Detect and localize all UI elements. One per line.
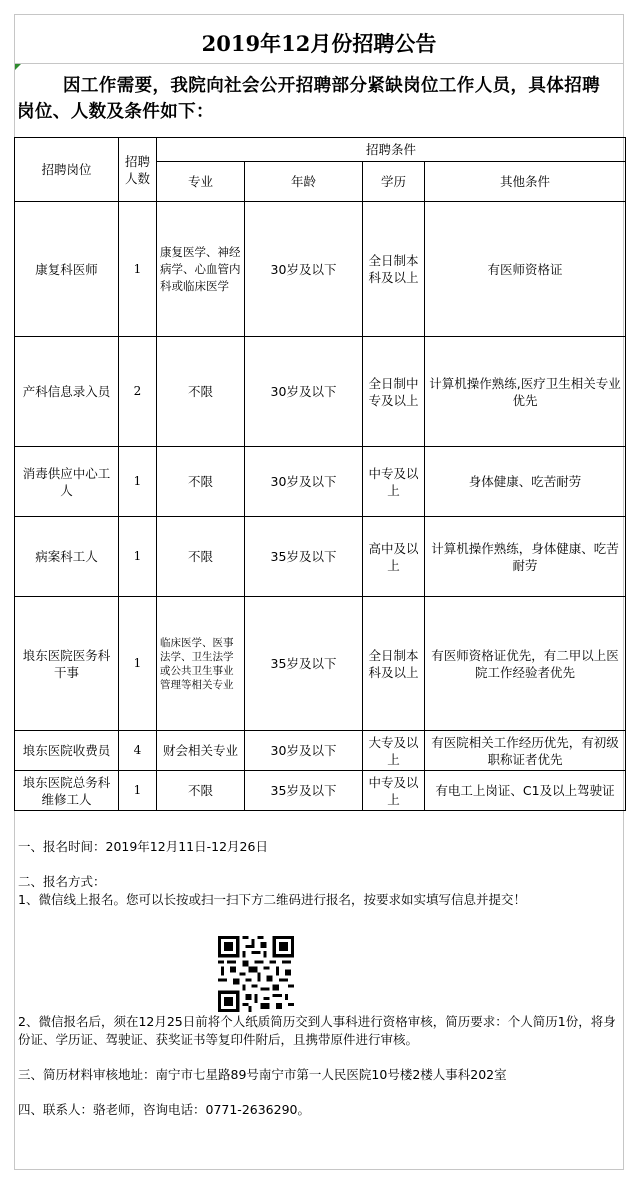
cell-age: 30岁及以下: [245, 337, 363, 447]
cell-count: 2: [119, 337, 157, 447]
cell-position: 埌东医院医务科干事: [15, 597, 119, 731]
registration-method-1: 1、微信线上报名。您可以长按或扫一扫下方二维码进行报名，按要求如实填写信息并提交！: [18, 892, 526, 907]
intro-paragraph: 因工作需要，我院向社会公开招聘部分紧缺岗位工作人员，具体招聘岗位、人数及条件如下：: [17, 76, 600, 122]
cell-count: 1: [119, 517, 157, 597]
cell-position: 埌东医院收费员: [15, 731, 119, 771]
table-row: [15, 597, 626, 731]
recruitment-table: [14, 137, 626, 811]
header-conditions: 招聘条件: [157, 138, 626, 162]
contact-info: 四、联系人：骆老师，咨询电话：0771-2636290。: [18, 1102, 310, 1117]
table-row: [15, 337, 626, 447]
cell-education: 高中及以上: [363, 517, 425, 597]
table-row: [15, 202, 626, 337]
cell-position: 病案科工人: [15, 517, 119, 597]
cell-count: 4: [119, 731, 157, 771]
table-row: [15, 771, 626, 811]
cell-major: 财会相关专业: [157, 731, 245, 771]
header-count: 招聘人数: [119, 138, 157, 202]
cell-age: 35岁及以下: [245, 771, 363, 811]
cell-education: 中专及以上: [363, 447, 425, 517]
cell-education: 大专及以上: [363, 731, 425, 771]
cell-age: 30岁及以下: [245, 447, 363, 517]
cell-other: 有医师资格证优先，有二甲以上医院工作经验者优先: [425, 597, 626, 731]
cell-major: 不限: [157, 447, 245, 517]
cell-marker-icon: [15, 64, 21, 70]
cell-age: 35岁及以下: [245, 597, 363, 731]
cell-count: 1: [119, 447, 157, 517]
cell-position: 康复科医师: [15, 202, 119, 337]
cell-education: 全日制本科及以上: [363, 202, 425, 337]
qr-code-icon[interactable]: [218, 936, 294, 1012]
cell-other: 有医师资格证: [425, 202, 626, 337]
cell-position: 产科信息录入员: [15, 337, 119, 447]
cell-count: 1: [119, 771, 157, 811]
cell-education: 中专及以上: [363, 771, 425, 811]
header-other: 其他条件: [425, 162, 626, 202]
cell-other: 计算机操作熟练，身体健康、吃苦耐劳: [425, 517, 626, 597]
header-education: 学历: [363, 162, 425, 202]
cell-education: 全日制本科及以上: [363, 597, 425, 731]
cell-age: 30岁及以下: [245, 202, 363, 337]
cell-major: 临床医学、医事法学、卫生法学或公共卫生事业管理等相关专业: [157, 597, 245, 731]
cell-count: 1: [119, 202, 157, 337]
notes-section: [18, 838, 620, 1119]
cell-count: 1: [119, 597, 157, 731]
header-position: 招聘岗位: [15, 138, 119, 202]
header-age: 年龄: [245, 162, 363, 202]
cell-major: 不限: [157, 337, 245, 447]
registration-method-title: 二、报名方式：: [18, 874, 106, 889]
cell-other: 有医院相关工作经历优先，有初级职称证者优先: [425, 731, 626, 771]
cell-position: 埌东医院总务科维修工人: [15, 771, 119, 811]
title-divider: [14, 63, 624, 64]
cell-major: 不限: [157, 517, 245, 597]
cell-education: 全日制中专及以上: [363, 337, 425, 447]
registration-time: 一、报名时间：2019年12月11日-12月26日: [18, 839, 268, 854]
page-title: 2019年12月份招聘公告: [201, 31, 437, 56]
cell-age: 30岁及以下: [245, 731, 363, 771]
cell-major: 不限: [157, 771, 245, 811]
cell-other: 有电工上岗证、C1及以上驾驶证: [425, 771, 626, 811]
review-address: 三、简历材料审核地址：南宁市七星路89号南宁市第一人民医院10号楼2楼人事科202室: [18, 1067, 507, 1082]
cell-position: 消毒供应中心工人: [15, 447, 119, 517]
registration-method-2: 2、微信报名后，须在12月25日前将个人纸质简历交到人事科进行资格审核，简历要求：个人简历1份，将身份证、学历证、驾驶证、获奖证书等复印件附后，且携带原件进行审核。: [18, 1014, 616, 1047]
table-row: [15, 517, 626, 597]
table-row: [15, 731, 626, 771]
cell-other: 身体健康、吃苦耐劳: [425, 447, 626, 517]
header-major: 专业: [157, 162, 245, 202]
cell-major: 康复医学、神经病学、心血管内科或临床医学: [157, 202, 245, 337]
cell-other: 计算机操作熟练,医疗卫生相关专业优先: [425, 337, 626, 447]
table-row: [15, 447, 626, 517]
cell-age: 35岁及以下: [245, 517, 363, 597]
